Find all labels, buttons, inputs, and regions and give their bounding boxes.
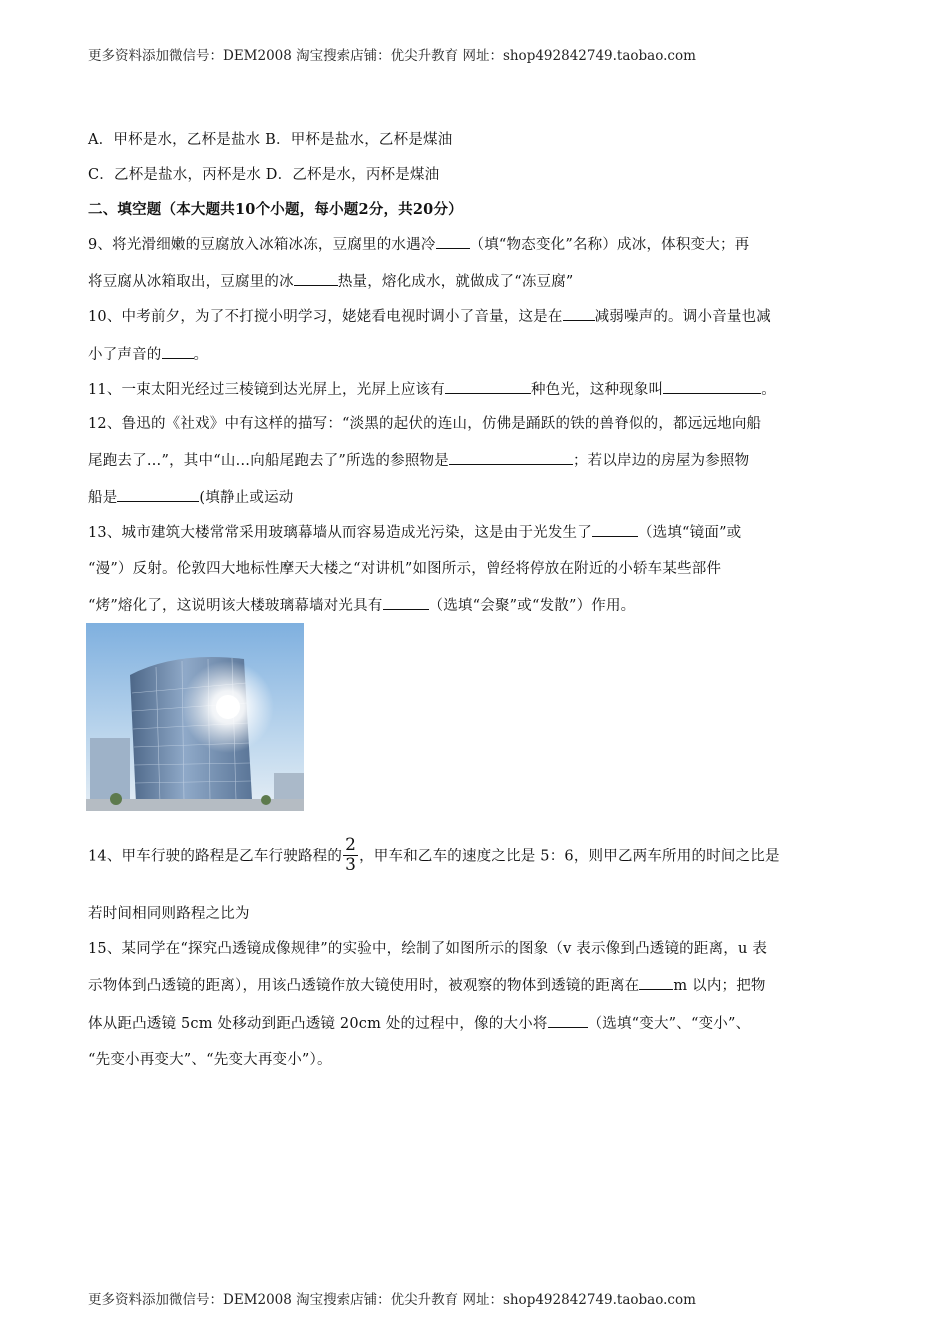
option-c-d: C．乙杯是盐水，丙杯是水 D．乙杯是水，丙杯是煤油 — [88, 167, 440, 183]
q12-text-c: 船是 — [88, 490, 118, 506]
section-title: 二、填空题（本大题共10个小题，每小题2分，共20分） — [88, 201, 463, 218]
q11-text-b: 种色光，这种现象叫 — [530, 382, 664, 398]
question-14-line-1 — [88, 836, 780, 874]
q10-text-b: 减弱噪声的。调小音量也减 — [594, 309, 771, 325]
answer-blank — [162, 344, 194, 360]
q13-text-d: （选填“会聚”或“发散”）作用。 — [428, 598, 636, 614]
question-13-line-1 — [88, 521, 741, 542]
answer-blank — [445, 379, 531, 395]
question-9-line-2 — [88, 270, 574, 291]
question-15-line-2 — [88, 974, 766, 995]
answer-blank — [663, 379, 761, 395]
question-12-line-3 — [88, 486, 293, 507]
answer-blank — [563, 306, 595, 322]
fraction-numerator: 2 — [345, 835, 357, 855]
question-13-line-2: “漫”）反射。伦敦四大地标性摩天大楼之“对讲机”如图所示，曾经将停放在附近的小轿车某些部件 — [88, 561, 722, 577]
question-10-line-1 — [88, 305, 771, 326]
question-13-line-3 — [88, 594, 635, 615]
q12-text-b: ；若以岸边的房屋为参照物 — [572, 453, 750, 469]
q15-text-c: 体从距凸透镜 5cm 处移动到距凸透镜 20cm 处的过程中，像的大小将 — [88, 1016, 548, 1032]
question-12-line-2 — [88, 449, 749, 470]
question-15-line-3 — [88, 1012, 750, 1033]
fraction-two-thirds — [343, 836, 358, 874]
q15-text-b: m 以内；把物 — [673, 978, 766, 994]
q15-text-a: 示物体到凸透镜的距离），用该凸透镜作放大镜使用时，被观察的物体到透镜的距离在 — [88, 978, 640, 994]
q13-text-b: （选填“镜面”或 — [637, 525, 742, 541]
question-15-line-4: “先变小再变大”、“先变大再变小”）。 — [88, 1052, 332, 1068]
q12-text-d: (填静止或运动 — [199, 490, 294, 506]
q10-text-d: 。 — [193, 347, 209, 363]
q14-text-a: 14、甲车行驶的路程是乙车行驶路程的 — [88, 848, 343, 865]
answer-blank — [294, 271, 338, 287]
q13-text-a: 13、城市建筑大楼常常采用玻璃幕墙从而容易造成光污染，这是由于光发生了 — [88, 525, 592, 541]
page-header: 更多资料添加微信号：DEM2008 淘宝搜索店铺：优尖升教育 网址：shop492842749.taobao.com — [88, 48, 696, 64]
answer-blank — [592, 522, 638, 538]
q14-text-b: ，甲车和乙车的速度之比是 5：6，则甲乙两车所用的时间之比是 — [359, 848, 780, 865]
answer-blank — [436, 234, 470, 250]
question-9-line-1 — [88, 233, 749, 254]
answer-blank — [383, 595, 429, 611]
q9-text-b: （填“物态变化”名称）成冰，体积变大；再 — [469, 237, 750, 253]
q9-text-a: 9、将光滑细嫩的豆腐放入冰箱冰冻，豆腐里的水遇冷 — [88, 237, 436, 253]
q13-text-c: “烤”熔化了，这说明该大楼玻璃幕墙对光具有 — [88, 598, 383, 614]
q9-text-c: 将豆腐从冰箱取出，豆腐里的冰 — [88, 274, 294, 290]
q15-text-d: （选填“变大”、“变小”、 — [587, 1016, 751, 1032]
q10-text-a: 10、中考前夕，为了不打搅小明学习，姥姥看电视时调小了音量，这是在 — [88, 309, 563, 325]
question-10-line-2 — [88, 343, 208, 364]
q10-text-c: 小了声音的 — [88, 347, 162, 363]
answer-blank — [449, 450, 573, 466]
q11-text-c: 。 — [761, 382, 776, 398]
option-a-b: A．甲杯是水，乙杯是盐水 B．甲杯是盐水，乙杯是煤油 — [88, 132, 453, 148]
q9-text-d: 热量，熔化成水，就做成了“冻豆腐” — [337, 274, 574, 290]
q11-text-a: 11、一束太阳光经过三棱镜到达光屏上，光屏上应该有 — [88, 382, 445, 398]
answer-blank — [548, 1013, 588, 1029]
q12-text-a: 尾跑去了…”，其中“山…向船尾跑去了”所选的参照物是 — [88, 453, 449, 469]
question-15-line-1: 15、某同学在“探究凸透镜成像规律”的实验中，绘制了如图所示的图象（v 表示像到凸透镜的距离，u 表 — [88, 941, 768, 957]
question-11 — [88, 378, 776, 399]
fraction-denominator: 3 — [345, 854, 357, 875]
question-14-line-2: 若时间相同则路程之比为 — [88, 906, 250, 922]
answer-blank — [117, 487, 199, 503]
page-footer: 更多资料添加微信号：DEM2008 淘宝搜索店铺：优尖升教育 网址：shop492842749.taobao.com — [88, 1292, 696, 1308]
skyscraper-photo — [86, 623, 304, 811]
answer-blank — [639, 975, 673, 991]
question-12-line-1: 12、鲁迅的《社戏》中有这样的描写：“淡黑的起伏的连山，仿佛是踊跃的铁的兽脊似的，都远远地向船 — [88, 416, 762, 432]
